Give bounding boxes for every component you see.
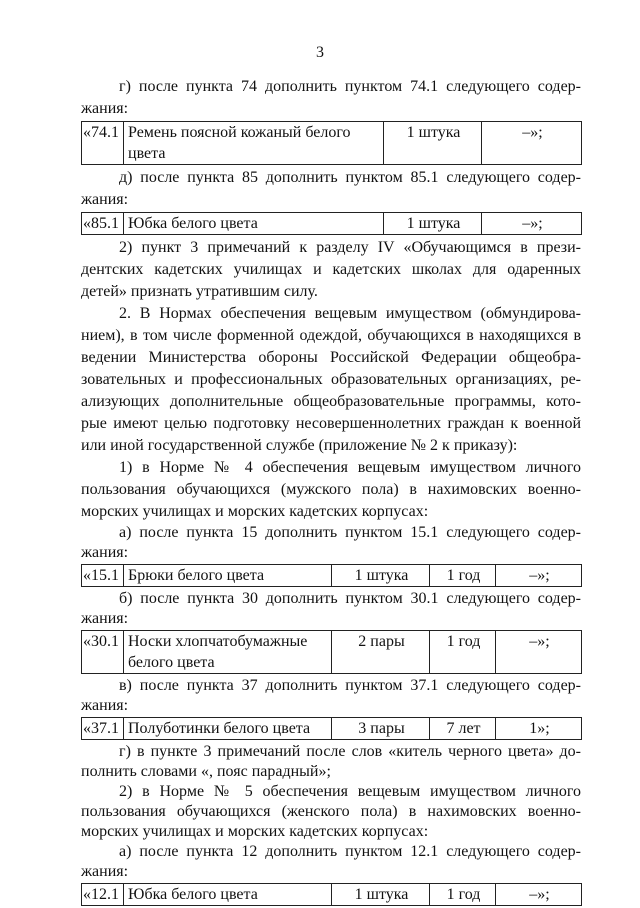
item-term: 7 лет xyxy=(430,718,496,740)
item-end: 1»; xyxy=(496,718,582,740)
item-name: Полуботинки белого цвета xyxy=(124,718,332,740)
item-name: Носки хлопчатобумажные белого цвета xyxy=(124,631,332,674)
item-quantity: 1 штука xyxy=(332,884,430,906)
paragraph: 2) в Норме № 5 обеспечения вещевым имуществом личного пользования обучающихся (женского пола) в нахимовских военно-морских училищах и морских кадетских корпусах: xyxy=(81,783,581,840)
norm-table-row xyxy=(81,630,582,674)
paragraph: 1) в Норме № 4 обеспечения вещевым имуществом личного пользования обучающихся (мужского пола) в нахимовских военно-морских училищах и морских кадетских корпусах: xyxy=(81,459,581,520)
item-name: Брюки белого цвета xyxy=(124,565,332,587)
item-end: –»; xyxy=(496,884,582,906)
item-quantity: 1 штука xyxy=(384,213,482,235)
paragraph: 2. В Нормах обеспечения вещевым имуществом (обмундирова-нием), в том числе форменной одеждой, обучающихся в находящихся в ведении Министерства обороны Российской Федерации общеобра-зовательных и профессиональных образовательных организациях, ре-ализующих дополнительные общеобразовательные программы, кото-рые имеют целью подготовку несовершеннолетних граждан к военной или иной государственной службе (приложение № 2 к приказу): xyxy=(81,305,581,454)
paragraph: д) после пункта 85 дополнить пунктом 85.1 следующего содер-жания: xyxy=(81,169,581,208)
paragraph: 2) пункт 3 примечаний к разделу IV «Обучающимся в прези-дентских кадетских училищах и кадетских школах для одаренных детей» признать утратившим силу. xyxy=(81,239,581,300)
norm-table-row xyxy=(81,212,582,235)
paragraph: г) после пункта 74 дополнить пунктом 74.1 следующего содер-жания: xyxy=(81,78,581,117)
item-name: Юбка белого цвета xyxy=(124,213,384,235)
paragraph: в) после пункта 37 дополнить пунктом 37.1 следующего содер-жания: xyxy=(81,677,581,714)
item-quantity: 3 пары xyxy=(332,718,430,740)
item-end: –»; xyxy=(496,631,582,674)
norm-table-row xyxy=(81,717,582,740)
norm-table-row xyxy=(81,564,582,587)
norm-table-row xyxy=(81,121,582,165)
item-name: Юбка белого цвета xyxy=(124,884,332,906)
item-number: «85.1 xyxy=(82,213,124,235)
item-number: «37.1 xyxy=(82,718,124,740)
item-number: «15.1 xyxy=(82,565,124,587)
item-number: «30.1 xyxy=(82,631,124,674)
item-end: –»; xyxy=(496,565,582,587)
paragraph: г) в пункте 3 примечаний после слов «китель черного цвета» до-полнить словами «, пояс парадный»; xyxy=(81,743,581,780)
item-number: «12.1 xyxy=(82,884,124,906)
item-term: 1 год xyxy=(430,884,496,906)
item-term: 1 год xyxy=(430,565,496,587)
item-end: –»; xyxy=(482,122,582,165)
paragraph: а) после пункта 12 дополнить пунктом 12.1 следующего содер-жания: xyxy=(81,843,581,880)
norm-table-row xyxy=(81,883,582,906)
item-name: Ремень поясной кожаный белого цвета xyxy=(124,122,384,165)
item-quantity: 1 штука xyxy=(332,565,430,587)
document-body xyxy=(81,76,581,908)
page-number: 3 xyxy=(316,44,324,61)
paragraph: а) после пункта 15 дополнить пунктом 15.1 следующего содер-жания: xyxy=(81,524,581,561)
item-quantity: 2 пары xyxy=(332,631,430,674)
item-number: «74.1 xyxy=(82,122,124,165)
item-end: –»; xyxy=(482,213,582,235)
item-term: 1 год xyxy=(430,631,496,674)
item-quantity: 1 штука xyxy=(384,122,482,165)
paragraph: б) после пункта 30 дополнить пунктом 30.1 следующего содер-жания: xyxy=(81,590,581,627)
